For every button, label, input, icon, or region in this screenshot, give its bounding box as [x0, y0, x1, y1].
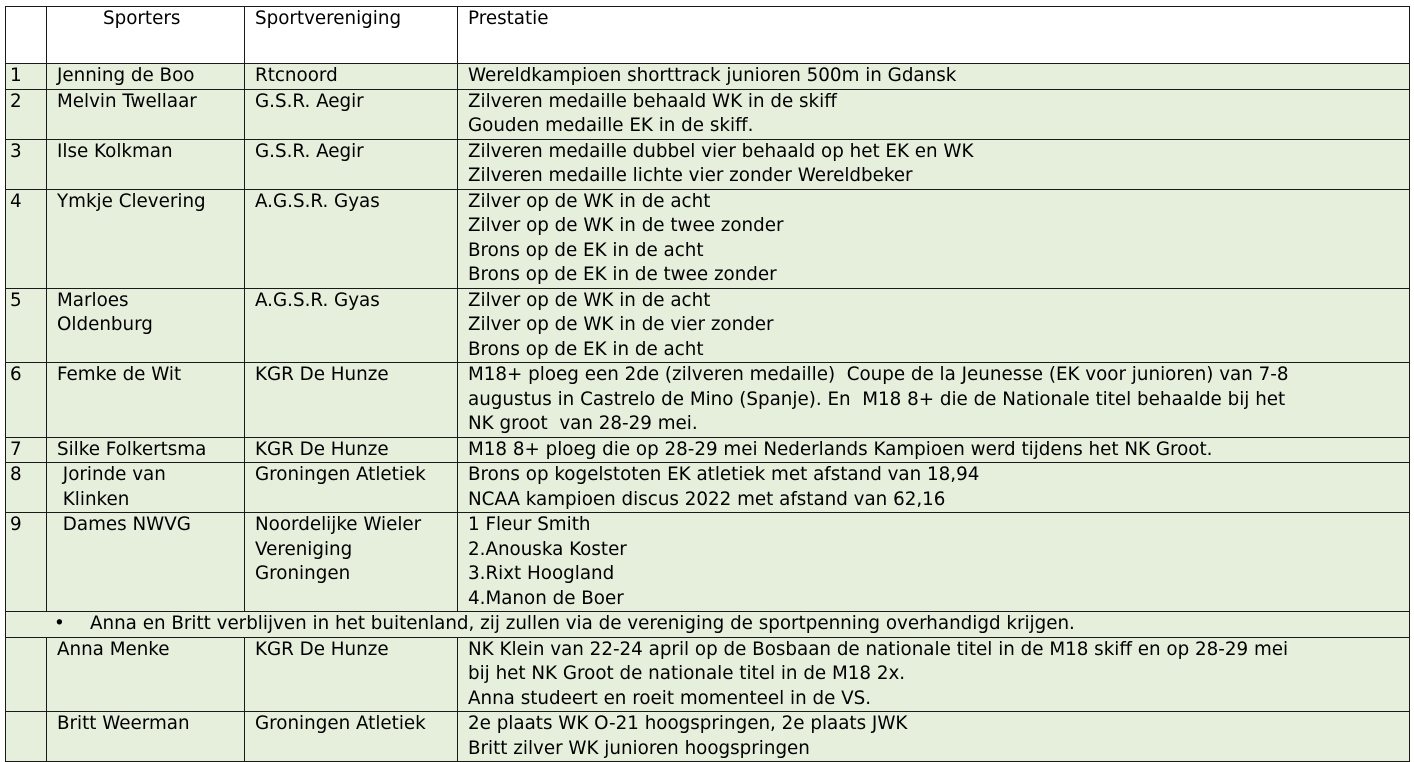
prestatie-cell — [458, 288, 1410, 363]
table-row — [6, 363, 1410, 438]
sporter-cell — [47, 139, 245, 189]
prestatie-cell-line: 1 Fleur Smith — [468, 514, 591, 535]
prestatie-cell-line: Gouden medaille EK in de skiff. — [468, 115, 754, 136]
table-row — [6, 189, 1410, 288]
header-sportvereniging: Sportvereniging — [245, 7, 458, 64]
table-body — [6, 7, 1410, 762]
prestatie-cell-line: M18 8+ ploeg die op 28-29 mei Nederlands Kampioen werd tijdens het NK Groot. — [468, 438, 1213, 460]
prestatie-cell-line: Brons op kogelstoten EK atletiek met afstand van 18,94 — [468, 464, 980, 485]
vereniging-cell-line: A.G.S.R. Gyas — [255, 289, 380, 311]
table-row — [6, 712, 1410, 762]
note-text: Anna en Britt verblijven in het buitenland, zij zullen via de vereniging de sportpenning overhandigd krijgen. — [90, 613, 1075, 634]
sporter-cell-line: Anna Menke — [57, 638, 170, 660]
vereniging-cell-line: KGR De Hunze — [255, 638, 389, 660]
table-row — [6, 437, 1410, 463]
prestatie-cell-line: Zilveren medaille lichte vier zonder Wereldbeker — [468, 165, 913, 186]
sporter-cell-line: Melvin Twellaar — [57, 90, 197, 112]
prestatie-cell — [458, 463, 1410, 513]
vereniging-cell-line: Groningen Atletiek — [255, 464, 426, 485]
row-number: 3 — [6, 139, 47, 189]
sporter-cell — [47, 363, 245, 438]
vereniging-cell — [245, 712, 458, 762]
sporter-cell — [47, 513, 245, 612]
note-row — [6, 612, 1410, 638]
prestatie-cell-line: Zilver op de WK in de twee zonder — [468, 215, 784, 236]
sporters-table-container — [5, 6, 1410, 762]
sporter-cell-line: Jenning de Boo — [57, 65, 195, 86]
row-number: 2 — [6, 89, 47, 139]
sporter-cell-line: Dames NWVG — [57, 514, 191, 535]
prestatie-cell — [458, 89, 1410, 139]
vereniging-cell — [245, 463, 458, 513]
vereniging-cell — [245, 637, 458, 712]
row-number: 5 — [6, 288, 47, 363]
row-number: 7 — [6, 437, 47, 463]
vereniging-cell — [245, 189, 458, 288]
prestatie-cell-line: M18+ ploeg een 2de (zilveren medaille) Coupe de la Jeunesse (EK voor junioren) van 7-8 — [468, 364, 1289, 385]
prestatie-cell — [458, 437, 1410, 463]
vereniging-cell-line: G.S.R. Aegir — [255, 140, 364, 162]
prestatie-cell-line: NK Klein van 22-24 april op de Bosbaan de nationale titel in de M18 skiff en op 28-29 mei — [468, 638, 1289, 660]
sporter-cell-line: Femke de Wit — [57, 364, 182, 385]
vereniging-cell-line: Noordelijke Wieler — [255, 514, 422, 535]
sporter-cell-line: Ilse Kolkman — [57, 140, 173, 162]
prestatie-cell-line: Britt zilver WK junioren hoogspringen — [468, 737, 810, 759]
prestatie-cell — [458, 64, 1410, 90]
header-prestatie: Prestatie — [458, 7, 1410, 64]
sporter-cell — [47, 712, 245, 762]
sporter-cell-line: Britt Weerman — [57, 713, 190, 734]
row-number: 1 — [6, 64, 47, 90]
table-row — [6, 637, 1410, 712]
sporter-cell — [47, 463, 245, 513]
prestatie-cell-line: Wereldkampioen shorttrack junioren 500m in Gdansk — [468, 65, 957, 86]
vereniging-cell — [245, 363, 458, 438]
bullet-icon: • — [54, 613, 65, 634]
prestatie-cell-line: Zilveren medaille dubbel vier behaald op het EK en WK — [468, 140, 974, 162]
prestatie-cell-line: 3.Rixt Hoogland — [468, 563, 615, 584]
sporter-cell — [47, 437, 245, 463]
prestatie-cell-line: Brons op de EK in de acht — [468, 338, 704, 360]
row-number: 4 — [6, 189, 47, 288]
prestatie-cell-line: Brons op de EK in de acht — [468, 239, 704, 261]
note-cell — [6, 612, 1410, 638]
vereniging-cell — [245, 89, 458, 139]
prestatie-cell-line: Zilveren medaille behaald WK in de skiff — [468, 90, 837, 112]
vereniging-cell — [245, 513, 458, 612]
table-row — [6, 288, 1410, 363]
prestatie-cell — [458, 363, 1410, 438]
vereniging-cell — [245, 139, 458, 189]
prestatie-cell-line: 4.Manon de Boer — [468, 587, 624, 609]
prestatie-cell-line: Brons op de EK in de twee zonder — [468, 264, 777, 285]
vereniging-cell — [245, 288, 458, 363]
prestatie-cell-line: Zilver op de WK in de acht — [468, 190, 711, 212]
sporter-cell — [47, 637, 245, 712]
table-row — [6, 64, 1410, 90]
sporter-cell-line: Jorinde van — [57, 464, 166, 485]
prestatie-cell — [458, 712, 1410, 762]
table-row — [6, 513, 1410, 612]
prestatie-cell — [458, 139, 1410, 189]
header-row — [6, 7, 1410, 64]
header-num — [6, 7, 47, 64]
prestatie-cell — [458, 637, 1410, 712]
vereniging-cell-line: KGR De Hunze — [255, 438, 389, 460]
sporter-cell-line: Oldenburg — [57, 314, 153, 335]
prestatie-cell-line: 2e plaats WK O-21 hoogspringen, 2e plaats JWK — [468, 713, 908, 734]
vereniging-cell-line: Groningen Atletiek — [255, 713, 426, 734]
prestatie-cell — [458, 189, 1410, 288]
sporter-cell-line: Silke Folkertsma — [57, 438, 207, 460]
row-number — [6, 637, 47, 712]
sporter-cell — [47, 288, 245, 363]
vereniging-cell-line: KGR De Hunze — [255, 364, 389, 385]
sporter-cell-line: Klinken — [57, 488, 130, 510]
prestatie-cell-line: NCAA kampioen discus 2022 met afstand van 62,16 — [468, 488, 946, 510]
sporter-cell-line: Marloes — [57, 289, 129, 311]
row-number: 9 — [6, 513, 47, 612]
sporter-cell-line: Ymkje Clevering — [57, 190, 206, 212]
sporter-cell — [47, 189, 245, 288]
prestatie-cell-line: Anna studeert en roeit momenteel in de VS. — [468, 687, 872, 709]
row-number — [6, 712, 47, 762]
prestatie-cell-line: Zilver op de WK in de acht — [468, 289, 711, 311]
prestatie-cell-line: NK groot van 28-29 mei. — [468, 413, 698, 434]
vereniging-cell — [245, 437, 458, 463]
vereniging-cell-line: Groningen — [255, 563, 351, 584]
prestatie-cell — [458, 513, 1410, 612]
table-row — [6, 463, 1410, 513]
vereniging-cell-line: G.S.R. Aegir — [255, 90, 364, 112]
header-sporters: Sporters — [47, 7, 245, 64]
vereniging-cell — [245, 64, 458, 90]
prestatie-cell-line: bij het NK Groot de nationale titel in de M18 2x. — [468, 663, 906, 684]
prestatie-cell-line: 2.Anouska Koster — [468, 538, 627, 560]
vereniging-cell-line: A.G.S.R. Gyas — [255, 190, 380, 212]
row-number: 8 — [6, 463, 47, 513]
sporters-table — [5, 6, 1410, 762]
prestatie-cell-line: Zilver op de WK in de vier zonder — [468, 314, 774, 335]
prestatie-cell-line: augustus in Castrelo de Mino (Spanje). En M18 8+ die de Nationale titel behaalde bij het — [468, 388, 1286, 410]
row-number: 6 — [6, 363, 47, 438]
vereniging-cell-line: Rtcnoord — [255, 65, 338, 86]
vereniging-cell-line: Vereniging — [255, 538, 353, 560]
table-row — [6, 139, 1410, 189]
sporter-cell — [47, 64, 245, 90]
sporter-cell — [47, 89, 245, 139]
table-row — [6, 89, 1410, 139]
